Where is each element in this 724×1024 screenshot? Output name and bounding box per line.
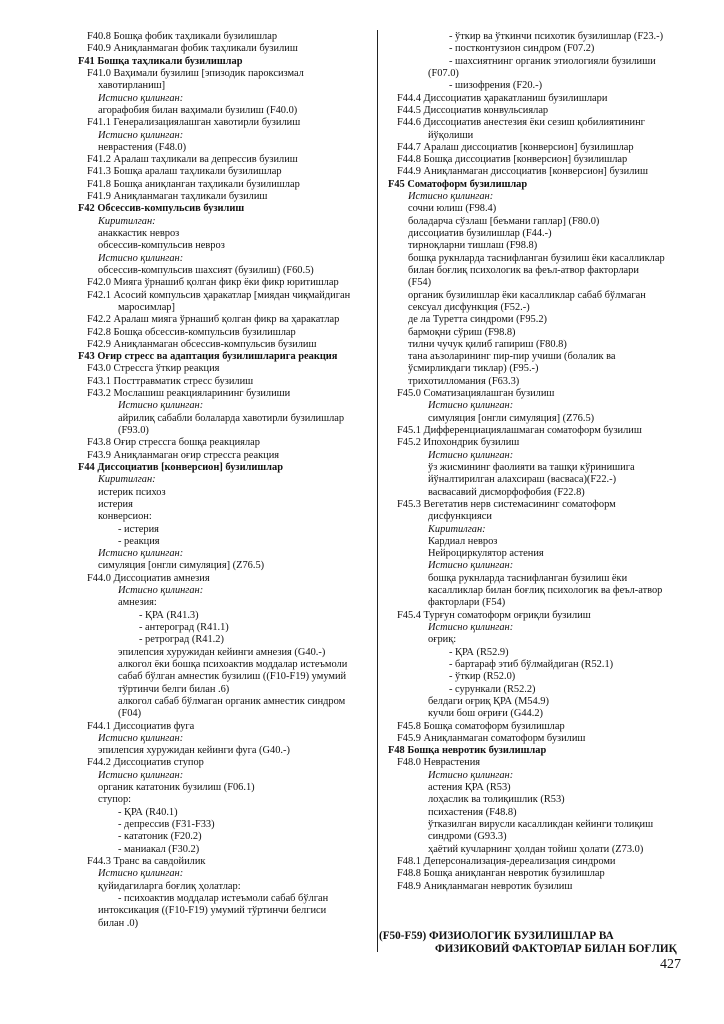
entry-line: тана аъзоларининг пир-пир учиши (болалик ва xyxy=(408,351,616,363)
entry-note-label: Истисно қилинган: xyxy=(428,400,514,412)
entry-line: F42.2 Аралаш мияга ўрнашиб қолган фикр ва ҳаракатлар xyxy=(87,314,340,326)
entry-line: (F04) xyxy=(118,708,142,720)
entry-line: ступор: xyxy=(98,794,132,806)
entry-line: симуляция [онгли симуляция] (Z76.5) xyxy=(98,560,265,572)
section-heading-entry: F41 Бошқа таҳликали бузилишлар xyxy=(78,55,243,67)
entry-line: F42.8 Бошқа обсессив-компульсив бузилишлар xyxy=(87,326,296,338)
entry-note-label: Истисно қилинган: xyxy=(118,585,204,597)
entry-line: хавотирланиш] xyxy=(98,80,166,92)
entry-line: F45.4 Турғун соматоформ оғриқли бузилиш xyxy=(397,609,591,621)
entry-line: алкогол ёки бошқа психоактив моддалар истеъмоли xyxy=(118,658,348,670)
entry-line: йўналтирилган алахсираш (васваса)(F22.-) xyxy=(428,474,617,486)
entry-line: - ҚРА (R52.9) xyxy=(449,646,509,658)
entry-line: алкогол сабаб бўлмаган органик амнестик синдром xyxy=(118,695,346,707)
entry-line: F45.0 Соматизациялашган бузилиш xyxy=(397,388,555,400)
entry-line: тирноқларни тишлаш (F98.8) xyxy=(408,240,538,252)
entry-line: амнезия: xyxy=(118,597,157,609)
entry-line: F41.0 Ваҳимали бузилиш [эпизодик пароксизмал xyxy=(87,67,304,79)
entry-line: диссоциатив бузилишлар (F44.-) xyxy=(408,228,552,239)
section-heading-entry: F44 Диссоциатив [конверсион] бузилишлар xyxy=(78,461,283,473)
entry-line: де ла Туретта синдроми (F95.2) xyxy=(408,314,547,326)
entry-line: бошқа рукнларда таснифланган бузилиш ёки xyxy=(428,572,628,584)
section-heading-line-2: ФИЗИКОВИЙ ФАКТОРЛАР БИЛАН БОҒЛИҚ xyxy=(435,943,677,955)
entry-line: эпилепсия хуружидан кейинги амнезия (G40.-) xyxy=(118,646,326,658)
entry-line: F44.7 Аралаш диссоциатив [конверсион] бузилишлар xyxy=(397,141,634,153)
entry-line: F41.2 Аралаш таҳликали ва депрессив бузилиш xyxy=(87,154,298,166)
entry-line: F45.2 Ипохондрик бузилиш xyxy=(397,437,520,449)
entry-note-label: Киритилган: xyxy=(98,474,156,486)
entry-line: Кардиал невроз xyxy=(428,535,498,547)
entry-line: билан боғлиқ психологик ва феъл-атвор факторлари xyxy=(408,264,639,276)
entry-line: Нейроциркулятор астения xyxy=(428,548,544,560)
entry-line: бошқа рукнларда таснифланган бузилиш ёки касалликлар xyxy=(408,252,665,264)
entry-line: обсессив-компульсив шахсият (бузилиш) (F60.5) xyxy=(98,264,314,276)
right-column xyxy=(388,31,688,893)
entry-note-label: Истисно қилинган: xyxy=(98,769,184,781)
entry-line: агорафобия билан ваҳимали бузилиш (F40.0) xyxy=(98,104,298,116)
entry-line: F41.8 Бошқа аниқланган таҳликали бузилишлар xyxy=(87,178,300,190)
entry-line: анаккастик невроз xyxy=(98,228,180,239)
entry-note-label: Истисно қилинган: xyxy=(98,129,184,141)
section-heading-line-1: (F50-F59) ФИЗИОЛОГИК БУЗИЛИШЛАР ВА xyxy=(379,930,614,942)
entry-line: F44.8 Бошқа диссоциатив [конверсион] бузилишлар xyxy=(397,154,628,166)
entry-line: - ўткир ва ўткинчи психотик бузилишлар (F23.-) xyxy=(449,31,664,42)
section-heading-entry: F48 Бошқа невротик бузилишлар xyxy=(388,745,547,757)
entry-note-label: Истисно қилинган: xyxy=(428,560,514,572)
column-divider xyxy=(377,30,378,952)
entry-line: F42.0 Мияга ўрнашиб қолган фикр ёки фикр юритишлар xyxy=(87,277,339,289)
entry-line: F41.9 Аниқланмаган таҳликали бузилиш xyxy=(87,191,268,203)
entry-line: касалликлар билан боғлиқ психологик ва феъл-атвор xyxy=(428,585,663,597)
entry-line: F42.1 Асосий компульсив ҳаракатлар [миядан чиқмайдиган xyxy=(87,289,351,301)
entry-line: маросимлар] xyxy=(118,301,175,313)
entry-note-label: Истисно қилинган: xyxy=(98,868,184,880)
entry-line: F40.8 Бошқа фобик таҳликали бузилишлар xyxy=(87,31,278,42)
entry-line: F44.4 Диссоциатив ҳаракатланиш бузилишлари xyxy=(397,92,608,104)
entry-note-label: Истисно қилинган: xyxy=(428,449,514,461)
entry-line: F44.6 Диссоциатив анестезия ёки сезиш қобилиятининг xyxy=(397,117,645,129)
entry-line: F44.5 Диссоциатив конвульсиялар xyxy=(397,104,549,116)
entry-line: F45.1 Дифференциациялашмаган соматоформ бузилиш xyxy=(397,425,642,436)
entry-line: факторлари (F54) xyxy=(428,597,506,609)
entry-line: тўртинчи белги билан .6) xyxy=(118,683,230,695)
entry-line: интоксикация ((F10-F19) умумий тўртинчи белгиси xyxy=(98,905,327,917)
entry-line: неврастения (F48.0) xyxy=(98,141,187,153)
entry-line: астения ҚРА (R53) xyxy=(428,782,511,794)
entry-line: сочни юлиш (F98.4) xyxy=(408,203,497,215)
entry-note-label: Киритилган: xyxy=(98,215,156,227)
entry-line: дисфункцияси xyxy=(428,511,492,523)
section-heading-entry: F45 Соматоформ бузилишлар xyxy=(388,178,528,190)
entry-note-label: Истисно қилинган: xyxy=(428,769,514,781)
entry-note-label: Истисно қилинган: xyxy=(98,548,184,560)
section-heading-entry: F43 Оғир стресс ва адаптация бузилишларига реакция xyxy=(78,351,338,363)
entry-note-label: Истисно қилинган: xyxy=(98,732,184,744)
entry-line: - шизофрения (F20.-) xyxy=(449,80,543,92)
entry-line: F43.2 Мослашиш реакцияларининг бузилиши xyxy=(87,388,291,400)
entry-note-label: Истисно қилинган: xyxy=(98,92,184,104)
entry-line: F43.0 Стрессга ўткир реакция xyxy=(87,363,220,375)
entry-line: истерия xyxy=(98,498,133,510)
entry-line: синдроми (G93.3) xyxy=(428,831,507,843)
entry-line: F45.8 Бошқа соматоформ бузилишлар xyxy=(397,720,565,732)
entry-note-label: Киритилган: xyxy=(428,523,486,535)
entry-line: F44.9 Аниқланмаган диссоциатив [конверсион] бузилиш xyxy=(397,166,648,178)
entry-line: кучли бош оғриғи (G44.2) xyxy=(428,708,543,720)
entry-line: - реакция xyxy=(118,535,160,547)
entry-line: (F54) xyxy=(408,277,432,289)
entry-line: F43.8 Оғир стрессга бошқа реакциялар xyxy=(87,437,260,449)
entry-line: васвасавий дисморфофобия (F22.8) xyxy=(428,486,585,498)
entry-line: F43.1 Посттравматик стресс бузилиш xyxy=(87,375,254,387)
entry-note-label: Истисно қилинган: xyxy=(118,400,204,412)
entry-line: - депрессив (F31-F33) xyxy=(118,819,215,830)
entry-line: боладарча сўзлаш [беъмани гаплар] (F80.0) xyxy=(408,215,600,227)
entry-line: - постконтузион синдром (F07.2) xyxy=(449,43,595,55)
entry-line: органик кататоник бузилиш (F06.1) xyxy=(98,782,255,794)
entry-line: F42.9 Аниқланмаган обсессив-компульсив бузилиш xyxy=(87,338,317,350)
entry-line: - ўткир (R52.0) xyxy=(449,671,516,683)
entry-line: ҳаётий кучларнинг ҳолдан тойиш ҳолати (Z73.0) xyxy=(428,843,644,855)
section-heading xyxy=(379,930,677,956)
entry-line: ўсмирликдаги тиклар) (F95.-) xyxy=(408,363,539,375)
entry-line: йўқолиши xyxy=(428,129,474,141)
entry-line: психастения (F48.8) xyxy=(428,806,517,818)
entry-line: трихотилломания (F63.3) xyxy=(408,375,520,387)
entry-line: қуйидагиларга боғлиқ ҳолатлар: xyxy=(98,880,241,892)
entry-line: F44.2 Диссоциатив ступор xyxy=(87,757,204,769)
entry-note-label: Истисно қилинган: xyxy=(408,191,494,203)
entry-line: (F07.0) xyxy=(428,67,459,79)
entry-line: обсессив-компульсив невроз xyxy=(98,240,225,252)
entry-line: F41.3 Бошқа аралаш таҳликали бузилишлар xyxy=(87,166,282,178)
entry-line: F48.1 Деперсонализация-дереализация синдроми xyxy=(397,855,616,867)
entry-line: - антероград (R41.1) xyxy=(139,622,229,633)
page-number: 427 xyxy=(660,957,681,972)
entry-line: конверсион: xyxy=(98,511,152,523)
entry-note-label: Истисно қилинган: xyxy=(428,622,514,633)
entry-line: айрилиқ сабабли болаларда хавотирли бузилишлар xyxy=(118,412,345,424)
entry-line: эпилепсия хуружидан кейинги фуга (G40.-) xyxy=(98,745,290,757)
entry-line: F44.0 Диссоциатив амнезия xyxy=(87,572,210,584)
entry-line: - бартараф этиб бўлмайдиган (R52.1) xyxy=(449,658,614,670)
entry-line: F43.9 Аниқланмаган оғир стрессга реакция xyxy=(87,449,280,461)
entry-line: оғриқ: xyxy=(428,634,457,646)
section-heading-entry: F42 Обсессив-компульсив бузилиш xyxy=(78,203,245,215)
left-column xyxy=(78,31,368,930)
entry-line: симуляция [онгли симуляция] (Z76.5) xyxy=(428,412,595,424)
entry-line: F40.9 Аниқланмаган фобик таҳликали бузилиш xyxy=(87,43,298,55)
entry-line: - шахсиятнинг органик этиологияли бузилиши xyxy=(449,55,656,67)
entry-note-label: Истисно қилинган: xyxy=(98,252,184,264)
entry-line: - истерия xyxy=(118,523,159,535)
entry-line: F45.9 Аниқланмаган соматоформ бузилиш xyxy=(397,732,586,744)
entry-line: ўз жисмининг фаолияти ва ташқи кўринишига xyxy=(428,461,635,473)
entry-line: сабаб бўлган амнестик бузилиш ((F10-F19) умумий xyxy=(118,671,347,683)
entry-line: - ҚРА (R40.1) xyxy=(118,806,178,818)
entry-line: лоҳаслик ва толиқишлик (R53) xyxy=(428,794,565,806)
entry-line: F44.3 Транс ва савдойилик xyxy=(87,855,206,867)
entry-line: - кататоник (F20.2) xyxy=(118,831,202,843)
entry-line: F48.0 Неврастения xyxy=(397,757,481,769)
entry-line: F45.3 Вегетатив нерв системасининг соматоформ xyxy=(397,498,616,510)
entry-line: - сурункали (R52.2) xyxy=(449,683,536,695)
entry-line: F41.1 Генерализациялашган хавотирли бузилиш xyxy=(87,117,301,129)
entry-line: F44.1 Диссоциатив фуга xyxy=(87,720,195,732)
entry-line: истерик психоз xyxy=(98,486,166,498)
entry-line: билан .0) xyxy=(98,917,139,929)
entry-line: - маниакал (F30.2) xyxy=(118,843,200,855)
entry-line: F48.9 Аниқланмаган невротик бузилиш xyxy=(397,880,573,892)
entry-line: ўтказилган вирусли касалликдан кейинги толиқиш xyxy=(428,819,654,830)
entry-line: F48.8 Бошқа аниқланган невротик бузилишлар xyxy=(397,868,605,880)
entry-line: органик бузилишлар ёки касалликлар сабаб бўлмаган xyxy=(408,289,646,301)
entry-line: - психоактив моддалар истеъмоли сабаб бўлган xyxy=(118,892,329,904)
entry-line: тилни чучук қилиб гапириш (F80.8) xyxy=(408,338,567,350)
entry-line: - ҚРА (R41.3) xyxy=(139,609,199,621)
entry-line: белдаги оғриқ ҚРА (M54.9) xyxy=(428,695,549,707)
entry-line: (F93.0) xyxy=(118,425,149,436)
entry-line: бармоқни сўриш (F98.8) xyxy=(408,326,516,338)
entry-line: сексуал дисфункция (F52.-) xyxy=(408,301,530,313)
entry-line: - ретроград (R41.2) xyxy=(139,634,224,646)
